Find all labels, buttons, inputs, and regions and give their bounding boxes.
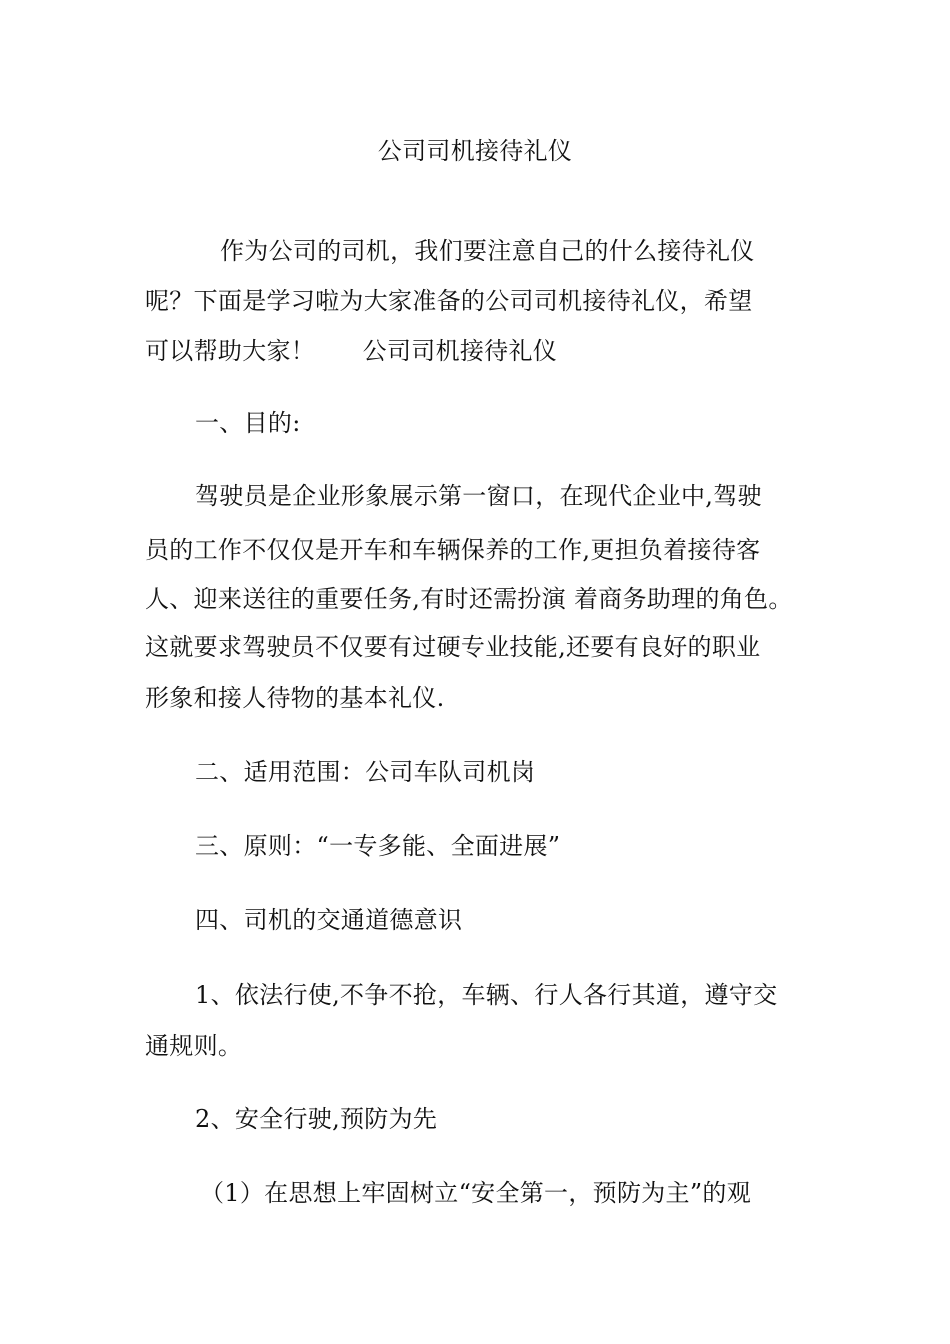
section-4-heading: 四、司机的交通道德意识	[195, 906, 463, 934]
section-1-line-1: 驾驶员是企业形象展示第一窗口，在现代企业中,驾驶	[195, 482, 762, 510]
item-1-line-2: 通规则。	[145, 1032, 243, 1060]
item-2-heading: 2、安全行驶,预防为先	[195, 1105, 438, 1133]
intro-line-2: 呢？下面是学习啦为大家准备的公司司机接待礼仪，希望	[145, 287, 753, 315]
section-1-line-3: 人、迎来送往的重要任务,有时还需扮演 着商务助理的角色。	[145, 585, 793, 613]
section-1-line-5: 形象和接人待物的基本礼仪.	[145, 684, 445, 712]
section-1-line-4: 这就要求驾驶员不仅要有过硬专业技能,还要有良好的职业	[145, 633, 761, 661]
section-1-line-2: 员的工作不仅仅是开车和车辆保养的工作,更担负着接待客	[145, 536, 761, 564]
section-3-heading: 三、原则：“一专多能、全面进展”	[195, 832, 561, 860]
item-1-line-1: 1、依法行使,不争不抢，车辆、行人各行其道，遵守交	[195, 981, 778, 1009]
document-title: 公司司机接待礼仪	[377, 137, 573, 165]
section-2-heading: 二、适用范围：公司车队司机岗	[195, 758, 536, 786]
intro-line-3: 可以帮助大家！ 公司司机接待礼仪	[145, 337, 558, 365]
item-2-sub-1-line-1: （1）在思想上牢固树立“安全第一，预防为主”的观	[200, 1179, 752, 1207]
intro-line-1: 作为公司的司机，我们要注意自己的什么接待礼仪	[220, 237, 755, 265]
section-1-heading: 一、目的:	[195, 409, 301, 437]
